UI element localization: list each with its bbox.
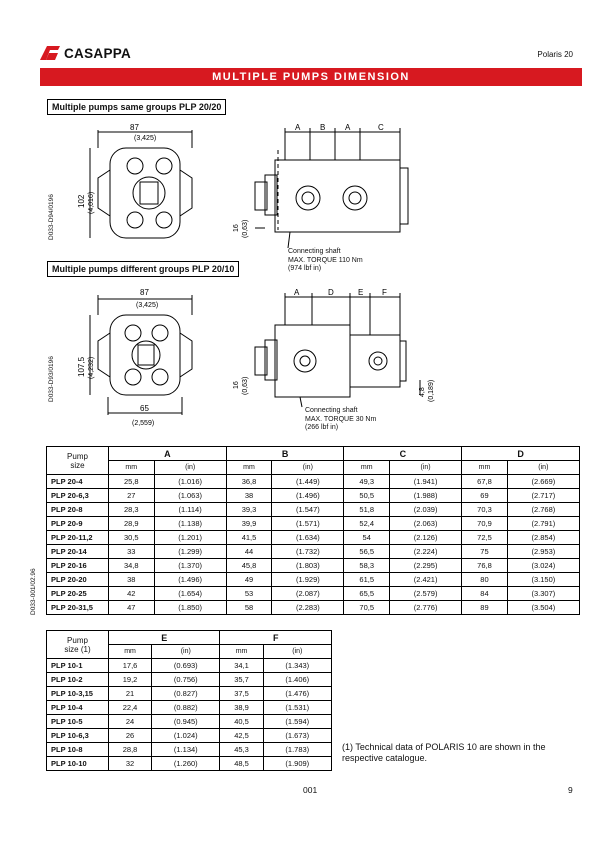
unit-header: mm	[109, 645, 152, 659]
table-cell: (1.138)	[154, 517, 226, 531]
table-cell: 30,5	[109, 531, 155, 545]
side-code: D033-001/02.96	[30, 568, 37, 615]
table-cell: (2.768)	[507, 503, 579, 517]
s1-height-dim-in: (4,016)	[88, 191, 95, 214]
table-cell: 58,3	[344, 559, 390, 573]
table-cell: 67,8	[462, 475, 508, 489]
table-cell: (1.449)	[272, 475, 344, 489]
table-cell: (2.669)	[507, 475, 579, 489]
table-cell: (1.988)	[389, 489, 461, 503]
unit-header: (in)	[272, 461, 344, 475]
table-cell: 69	[462, 489, 508, 503]
row-label: PLP 10-5	[47, 715, 109, 729]
table-cell: (1.370)	[154, 559, 226, 573]
table-cell: 33	[109, 545, 155, 559]
table-cell: (0.882)	[152, 701, 220, 715]
table-cell: 21	[109, 687, 152, 701]
table-row	[47, 743, 332, 757]
pump-header-line2: size (1)	[64, 644, 91, 654]
table-cell: 50,5	[344, 489, 390, 503]
unit-header: (in)	[154, 461, 226, 475]
table-cell: (2.776)	[389, 601, 461, 615]
s1-shaft-dim: 16	[233, 224, 240, 232]
header-row	[47, 447, 580, 461]
pump-header-line1: Pump	[67, 635, 88, 645]
table-cell: (2.063)	[389, 517, 461, 531]
table-cell: 34,1	[220, 659, 263, 673]
table-row	[47, 757, 332, 771]
table-cell: (1.024)	[152, 729, 220, 743]
unit-header: (in)	[263, 645, 331, 659]
table-cell: 38,9	[220, 701, 263, 715]
s2-letter-f: F	[382, 288, 387, 297]
table-cell: (1.134)	[152, 743, 220, 757]
table-cell: (1.299)	[154, 545, 226, 559]
table-cell: (2.126)	[389, 531, 461, 545]
section2-title: Multiple pumps different groups PLP 20/10	[47, 261, 239, 277]
unit-header: (in)	[152, 645, 220, 659]
row-label: PLP 20-9	[47, 517, 109, 531]
table-cell: (1.850)	[154, 601, 226, 615]
table-cell: 47	[109, 601, 155, 615]
table-row	[47, 673, 332, 687]
s2-width-dim: 87	[140, 288, 149, 297]
table-cell: (1.594)	[263, 715, 331, 729]
table-row	[47, 687, 332, 701]
row-label: PLP 10-1	[47, 659, 109, 673]
unit-header: mm	[344, 461, 390, 475]
table-cell: 39,9	[226, 517, 272, 531]
page-number: 9	[568, 785, 573, 795]
unit-header: mm	[226, 461, 272, 475]
group-header: B	[226, 447, 344, 461]
table-cell: 17,6	[109, 659, 152, 673]
table-cell: (2.717)	[507, 489, 579, 503]
row-label: PLP 20-8	[47, 503, 109, 517]
table-cell: (1.547)	[272, 503, 344, 517]
table-row	[47, 587, 580, 601]
s2-shaft-dim-in: (0,63)	[242, 376, 249, 395]
table-cell: 42,5	[220, 729, 263, 743]
table-cell: (1.016)	[154, 475, 226, 489]
table-cell: 70,9	[462, 517, 508, 531]
s1-letter-b: B	[320, 123, 326, 132]
section1-drawing	[60, 120, 440, 270]
table-cell: (3.307)	[507, 587, 579, 601]
table-cell: (0.945)	[152, 715, 220, 729]
table-row	[47, 545, 580, 559]
table-row	[47, 659, 332, 673]
table-cell: 53	[226, 587, 272, 601]
table-cell: 56,5	[344, 545, 390, 559]
table-cell: (3.150)	[507, 573, 579, 587]
table-cell: (1.571)	[272, 517, 344, 531]
s1-shaft-dim-in: (0,63)	[242, 219, 249, 238]
table-cell: (2.854)	[507, 531, 579, 545]
s2-letter-d: D	[328, 288, 334, 297]
table-cell: 40,5	[220, 715, 263, 729]
table-row	[47, 531, 580, 545]
unit-header: mm	[220, 645, 263, 659]
table-cell: (2.224)	[389, 545, 461, 559]
table-cell: 35,7	[220, 673, 263, 687]
table-cell: (1.496)	[154, 573, 226, 587]
row-label: PLP 10-10	[47, 757, 109, 771]
s1-width-dim: 87	[130, 123, 139, 132]
table-cell: (1.476)	[263, 687, 331, 701]
table-cell: 48,5	[220, 757, 263, 771]
s1-note-line1: Connecting shaft	[288, 248, 341, 255]
table-cell: (0.756)	[152, 673, 220, 687]
brand-name: CASAPPA	[64, 46, 132, 61]
table-cell: 28,3	[109, 503, 155, 517]
table-cell: (1.406)	[263, 673, 331, 687]
table-cell: 36,8	[226, 475, 272, 489]
table-row	[47, 489, 580, 503]
table-cell: 54	[344, 531, 390, 545]
table-cell: (2.579)	[389, 587, 461, 601]
s2-bottom-dim: 65	[140, 404, 149, 413]
s2-width-dim-in: (3,425)	[136, 302, 159, 309]
row-label: PLP 20-14	[47, 545, 109, 559]
product-name: Polaris 20	[537, 50, 573, 59]
pump-header-line2: size	[70, 460, 85, 470]
table-row	[47, 517, 580, 531]
row-label: PLP 10-4	[47, 701, 109, 715]
table-plp10	[46, 630, 332, 771]
table-cell: 51,8	[344, 503, 390, 517]
table-cell: 42	[109, 587, 155, 601]
section1-title: Multiple pumps same groups PLP 20/20	[47, 99, 226, 115]
table-cell: 38	[226, 489, 272, 503]
header-row	[47, 631, 332, 645]
row-label: PLP 20-20	[47, 573, 109, 587]
footer-code: 001	[303, 785, 318, 795]
table-cell: (2.953)	[507, 545, 579, 559]
table-cell: (0.827)	[152, 687, 220, 701]
table-cell: 70,5	[344, 601, 390, 615]
row-label: PLP 20-16	[47, 559, 109, 573]
group-header: F	[220, 631, 332, 645]
table-cell: 28,8	[109, 743, 152, 757]
group-header: D	[462, 447, 580, 461]
s2-shaft-dim: 16	[233, 381, 240, 389]
table-row	[47, 601, 580, 615]
table-cell: 52,4	[344, 517, 390, 531]
section2-code: D033-D93/0196	[48, 356, 55, 402]
unit-header: (in)	[507, 461, 579, 475]
table-cell: (1.803)	[272, 559, 344, 573]
table-cell: (2.087)	[272, 587, 344, 601]
table-cell: (1.114)	[154, 503, 226, 517]
table-cell: 84	[462, 587, 508, 601]
unit-header: mm	[109, 461, 155, 475]
s2-note-line2: MAX. TORQUE 30 Nm	[305, 415, 377, 423]
table-cell: 72,5	[462, 531, 508, 545]
s2-height-dim: 107,5	[77, 356, 86, 377]
table-cell: 26	[109, 729, 152, 743]
section2-drawing	[60, 285, 450, 430]
table-cell: (1.673)	[263, 729, 331, 743]
s2-height-dim-in: (4,232)	[88, 356, 95, 379]
table-row	[47, 729, 332, 743]
group-header: C	[344, 447, 462, 461]
table-cell: (1.343)	[263, 659, 331, 673]
section1-shaft-note	[288, 248, 363, 274]
table-cell: (1.909)	[263, 757, 331, 771]
table-row	[47, 475, 580, 489]
page-banner: MULTIPLE PUMPS DIMENSION	[40, 68, 582, 86]
s1-letter-a2: A	[345, 123, 351, 132]
s2-note-line1: Connecting shaft	[305, 407, 358, 414]
s1-height-dim: 102	[77, 194, 86, 208]
table-cell: 49,3	[344, 475, 390, 489]
unit-header: mm	[462, 461, 508, 475]
table-cell: 39,3	[226, 503, 272, 517]
row-label: PLP 10-2	[47, 673, 109, 687]
table-cell: (1.732)	[272, 545, 344, 559]
row-label: PLP 20-4	[47, 475, 109, 489]
table-cell: 34,8	[109, 559, 155, 573]
table-cell: 24	[109, 715, 152, 729]
row-label: PLP 20-11,2	[47, 531, 109, 545]
group-header: A	[109, 447, 227, 461]
table-cell: 22,4	[109, 701, 152, 715]
table-cell: 41,5	[226, 531, 272, 545]
s2-bottom-dim-in: (2,559)	[132, 420, 155, 427]
table-cell: 37,5	[220, 687, 263, 701]
table-row	[47, 573, 580, 587]
table-cell: 49	[226, 573, 272, 587]
pump-size-header	[47, 447, 109, 475]
table-row	[47, 503, 580, 517]
table-cell: (2.039)	[389, 503, 461, 517]
unit-row	[47, 461, 580, 475]
table-cell: (0.693)	[152, 659, 220, 673]
table-row	[47, 701, 332, 715]
row-label: PLP 20-25	[47, 587, 109, 601]
pump-header-line1: Pump	[67, 451, 88, 461]
row-label: PLP 20-31,5	[47, 601, 109, 615]
s2-letter-e: E	[358, 288, 364, 297]
row-label: PLP 10-6,3	[47, 729, 109, 743]
table-cell: (1.929)	[272, 573, 344, 587]
footnote: (1) Technical data of POLARIS 10 are shown in the respective catalogue.	[342, 742, 546, 763]
row-label: PLP 20-6,3	[47, 489, 109, 503]
table-cell: 45,8	[226, 559, 272, 573]
table-cell: 58	[226, 601, 272, 615]
table-cell: 70,3	[462, 503, 508, 517]
s1-note-line3: (974 lbf in)	[288, 265, 322, 272]
table-cell: 27	[109, 489, 155, 503]
section2-shaft-note	[305, 407, 376, 433]
table-cell: (1.201)	[154, 531, 226, 545]
s2-note-line3: (266 lbf in)	[305, 424, 339, 431]
table-cell: 45,3	[220, 743, 263, 757]
table-row	[47, 715, 332, 729]
table-cell: (3.024)	[507, 559, 579, 573]
table-cell: 28,9	[109, 517, 155, 531]
table-cell: (2.295)	[389, 559, 461, 573]
table-cell: (1.496)	[272, 489, 344, 503]
row-label: PLP 10-3,15	[47, 687, 109, 701]
table-cell: 32	[109, 757, 152, 771]
table-cell: (1.063)	[154, 489, 226, 503]
table-cell: (1.634)	[272, 531, 344, 545]
table-cell: 80	[462, 573, 508, 587]
casappa-logo	[38, 44, 158, 64]
s2-letter-a: A	[294, 288, 300, 297]
s1-letter-c: C	[378, 123, 384, 132]
table-cell: (2.791)	[507, 517, 579, 531]
table-row	[47, 559, 580, 573]
table-cell: (1.783)	[263, 743, 331, 757]
s1-width-dim-in: (3,425)	[134, 135, 157, 142]
s2-offset-dim: 4,8	[419, 387, 426, 397]
s1-letter-a1: A	[295, 123, 301, 132]
table-cell: 65,5	[344, 587, 390, 601]
group-header: E	[109, 631, 220, 645]
table-cell: (2.283)	[272, 601, 344, 615]
pump-size-header	[47, 631, 109, 659]
table-cell: 38	[109, 573, 155, 587]
table-cell: (1.941)	[389, 475, 461, 489]
s2-offset-dim-in: (0,189)	[428, 379, 435, 402]
table-cell: 75	[462, 545, 508, 559]
s1-note-line2: MAX. TORQUE 110 Nm	[288, 256, 363, 264]
table-cell: (1.654)	[154, 587, 226, 601]
casappa-logo-mark	[38, 44, 62, 62]
unit-header: (in)	[389, 461, 461, 475]
table-cell: (1.531)	[263, 701, 331, 715]
table-cell: (1.260)	[152, 757, 220, 771]
section1-code: D033-D94/0196	[48, 194, 55, 240]
table-cell: 61,5	[344, 573, 390, 587]
table-cell: 89	[462, 601, 508, 615]
table-plp20	[46, 446, 580, 615]
table-cell: 76,8	[462, 559, 508, 573]
table-cell: 19,2	[109, 673, 152, 687]
table-cell: (3.504)	[507, 601, 579, 615]
table-cell: 44	[226, 545, 272, 559]
table-cell: 25,8	[109, 475, 155, 489]
table-cell: (2.421)	[389, 573, 461, 587]
row-label: PLP 10-8	[47, 743, 109, 757]
